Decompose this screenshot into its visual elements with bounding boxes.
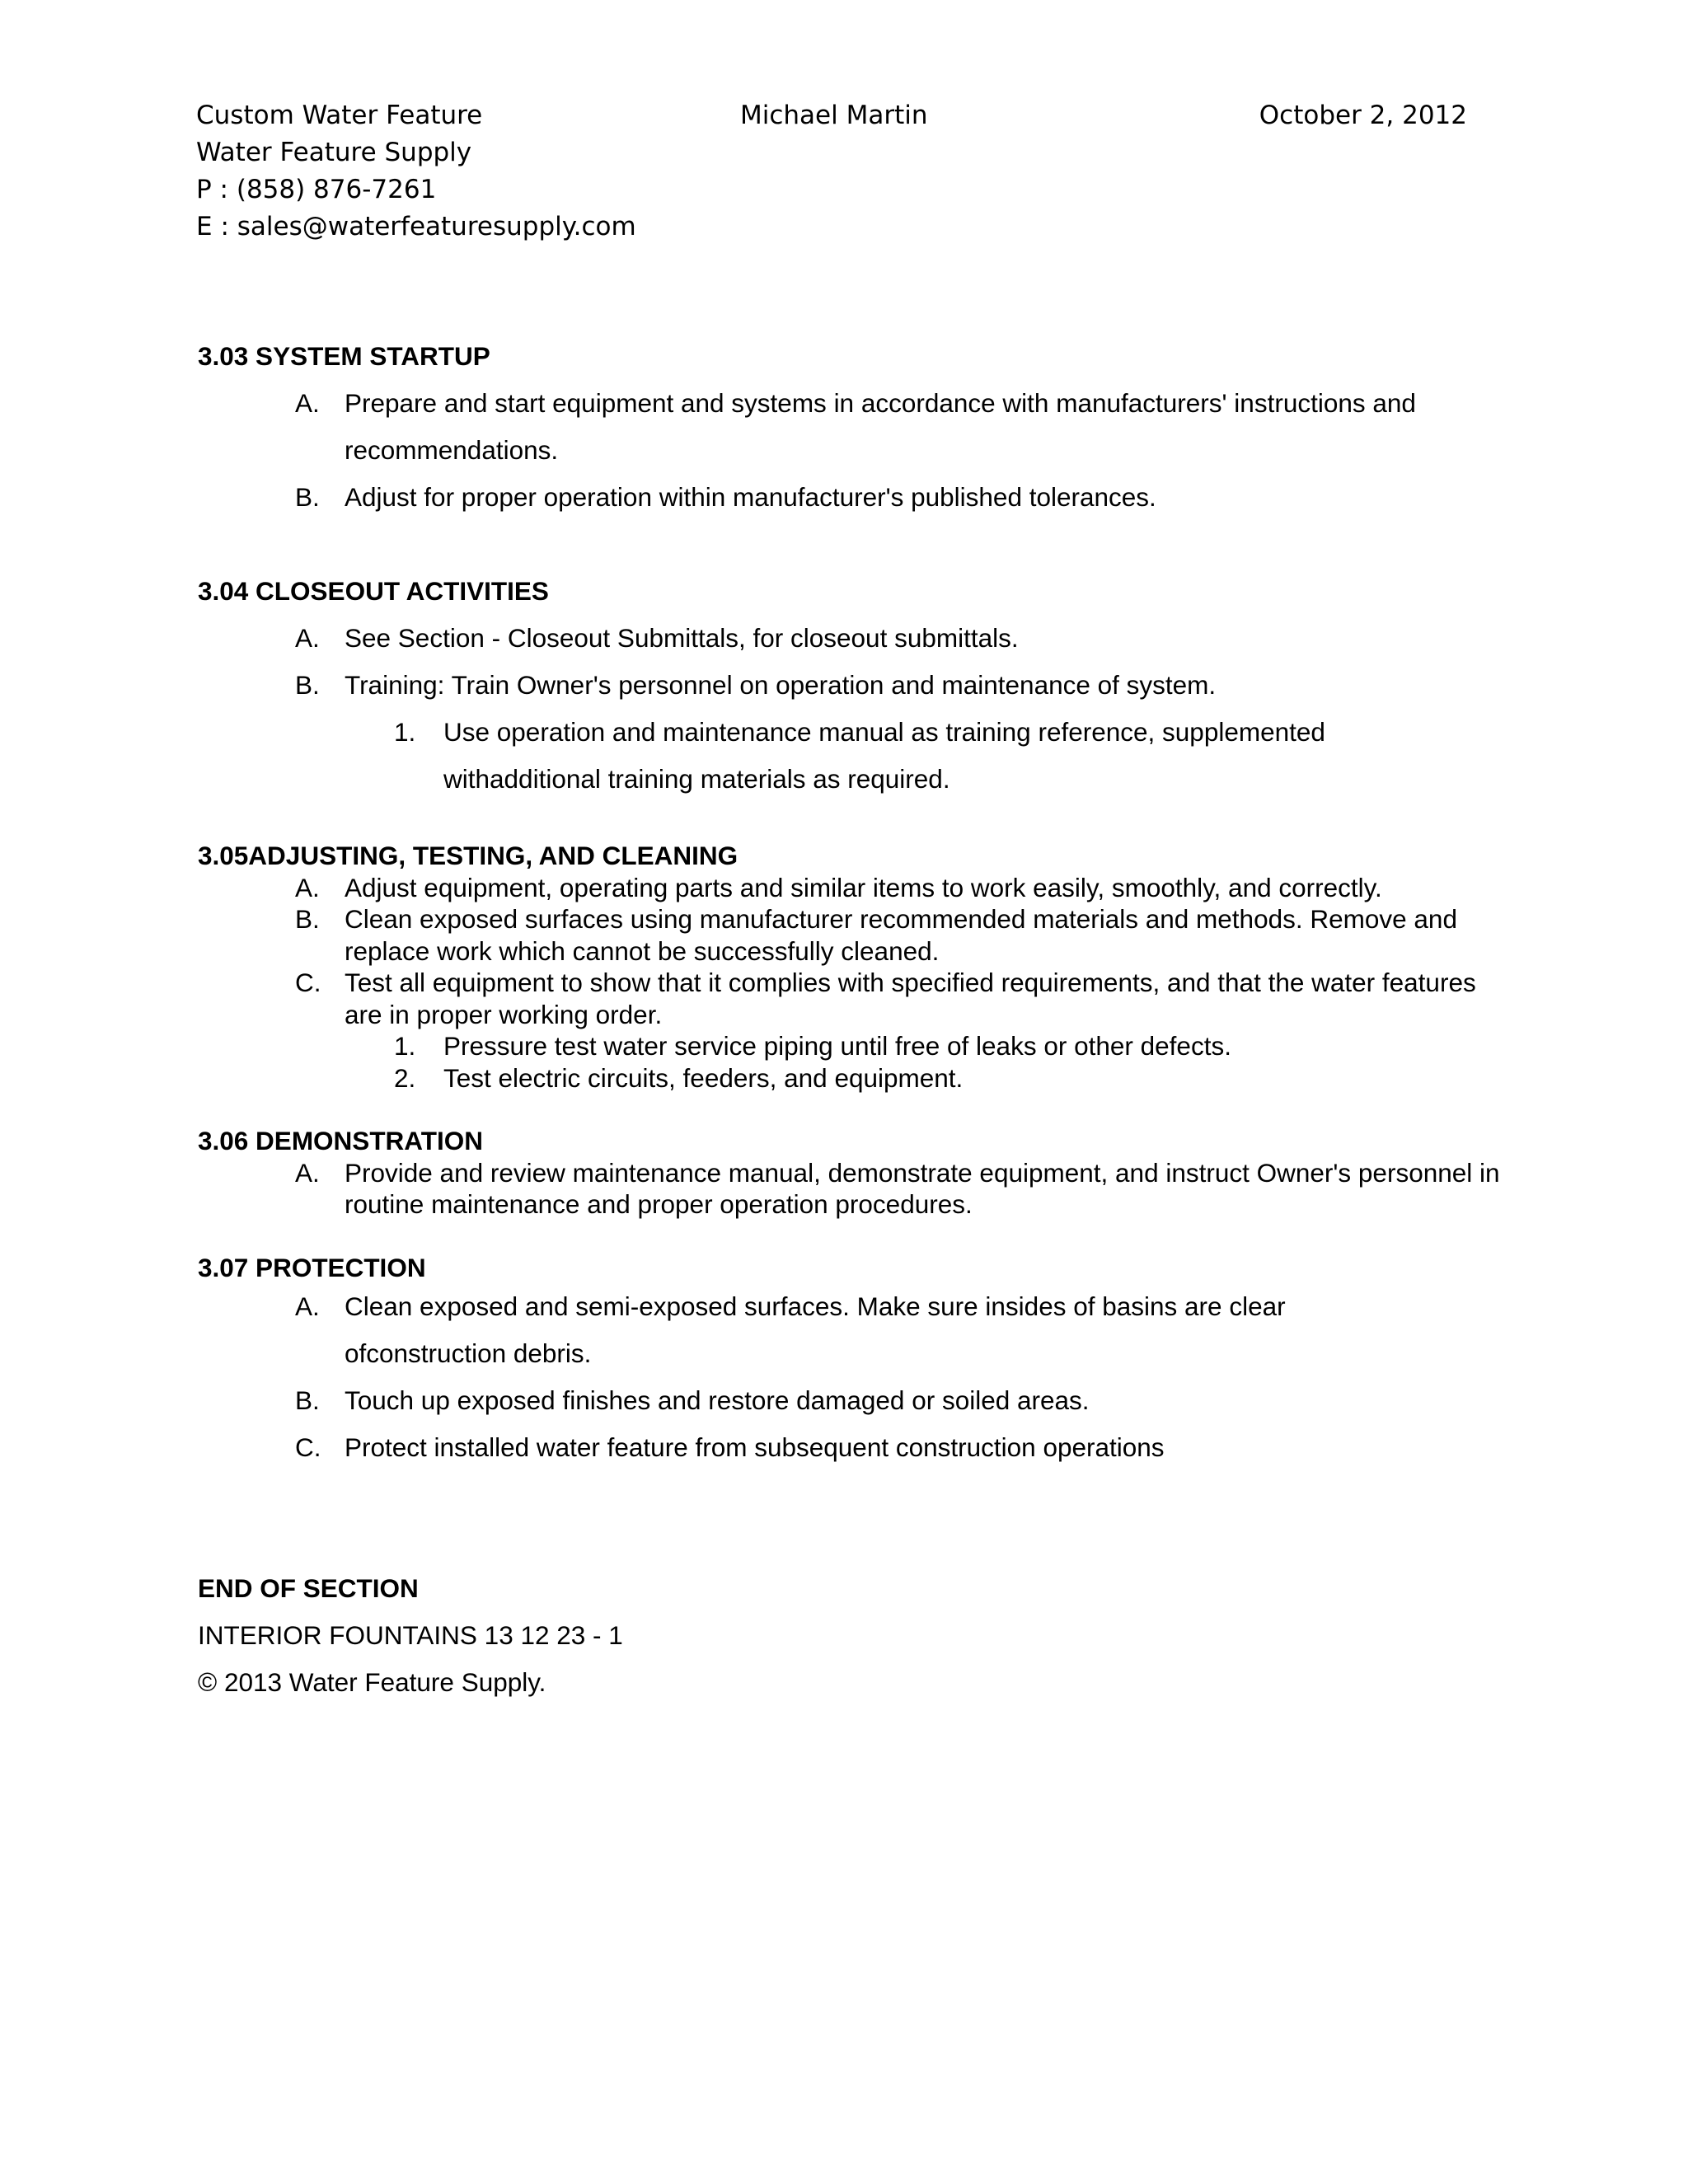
section-reference: INTERIOR FOUNTAINS 13 12 23 - 1 (198, 1620, 623, 1650)
list-text: Clean exposed and semi-exposed surfaces. Make sure insides of basins are clear ofconstruction debris. (345, 1291, 1286, 1368)
list-item (198, 1377, 1517, 1424)
list-item (198, 1157, 1517, 1221)
header-company: Custom Water Feature (196, 101, 483, 130)
list-text: Clean exposed surfaces using manufacturer recommended materials and methods. Remove and replace work which cannot be successfully cleaned. (345, 904, 1457, 966)
list-text: Adjust equipment, operating parts and similar items to work easily, smoothly, and correctly. (345, 872, 1382, 902)
list-item (198, 615, 1517, 662)
list-marker: 1. (394, 1031, 416, 1061)
document-body (198, 333, 1517, 1706)
list-text: Test all equipment to show that it complies with specified requirements, and that the water features are in proper working order. (345, 968, 1476, 1029)
list-marker: 2. (394, 1062, 416, 1093)
sub-list-item (198, 709, 1517, 803)
list-item (198, 872, 1517, 904)
list-marker: A. (295, 1157, 320, 1188)
list-item (198, 1283, 1517, 1377)
section-3-07 (198, 1252, 1517, 1472)
header-date: October 2, 2012 (1259, 101, 1467, 130)
header-author: Michael Martin (740, 101, 928, 130)
header-phone: P : (858) 876-7261 (196, 175, 437, 204)
list-text: Provide and review maintenance manual, demonstrate equipment, and instruct Owner's personnel in routine maintenance and proper operation procedures. (345, 1157, 1500, 1219)
list-text: Training: Train Owner's personnel on operation and maintenance of system. (345, 670, 1217, 700)
list-marker: C. (295, 968, 321, 997)
list-text: See Section - Closeout Submittals, for closeout submittals. (345, 623, 1019, 653)
header-left (196, 97, 636, 246)
document-footer (198, 1565, 1517, 1706)
section-heading: 3.07 PROTECTION (198, 1252, 426, 1282)
header-email: E : sales@waterfeaturesupply.com (196, 212, 636, 241)
list-marker: C. (295, 1432, 321, 1462)
list-item (198, 662, 1517, 709)
list-text: Touch up exposed finishes and restore damaged or soiled areas. (345, 1385, 1090, 1415)
list-marker: B. (295, 904, 320, 934)
section-heading: 3.05ADJUSTING, TESTING, AND CLEANING (198, 841, 738, 870)
section-3-04 (198, 568, 1517, 803)
header-supplier: Water Feature Supply (196, 138, 472, 167)
list-text: Adjust for proper operation within manufacturer's published tolerances. (345, 482, 1156, 512)
sub-list-item (198, 1030, 1517, 1062)
list-text: Protect installed water feature from subsequent construction operations (345, 1432, 1165, 1462)
list-item (198, 967, 1517, 1030)
list-text: Pressure test water service piping until free of leaks or other defects. (443, 1031, 1231, 1061)
list-item (198, 1424, 1517, 1471)
list-marker: B. (295, 482, 320, 512)
section-3-03 (198, 333, 1517, 521)
list-item (198, 380, 1517, 474)
section-3-05 (198, 840, 1517, 1094)
section-heading: 3.06 DEMONSTRATION (198, 1126, 483, 1155)
list-marker: A. (295, 388, 320, 418)
end-of-section: END OF SECTION (198, 1573, 419, 1603)
list-text: Test electric circuits, feeders, and equipment. (443, 1062, 964, 1093)
section-3-07-list (198, 1283, 1517, 1471)
copyright-notice: © 2013 Water Feature Supply. (198, 1667, 546, 1697)
list-text: Prepare and start equipment and systems in accordance with manufacturers' instructions and recommendations. (345, 388, 1416, 465)
list-marker: A. (295, 872, 320, 902)
sub-list-item (198, 1062, 1517, 1094)
list-marker: A. (295, 1291, 320, 1321)
list-item (198, 474, 1517, 521)
section-3-06 (198, 1125, 1517, 1221)
list-text: Use operation and maintenance manual as training reference, supplemented withadditional training materials as required. (443, 717, 1325, 794)
section-heading: 3.03 SYSTEM STARTUP (198, 341, 490, 371)
list-item (198, 903, 1517, 967)
list-marker: A. (295, 623, 320, 653)
section-heading: 3.04 CLOSEOUT ACTIVITIES (198, 576, 549, 606)
list-marker: B. (295, 1385, 320, 1415)
list-marker: 1. (394, 717, 416, 747)
list-marker: B. (295, 670, 320, 700)
